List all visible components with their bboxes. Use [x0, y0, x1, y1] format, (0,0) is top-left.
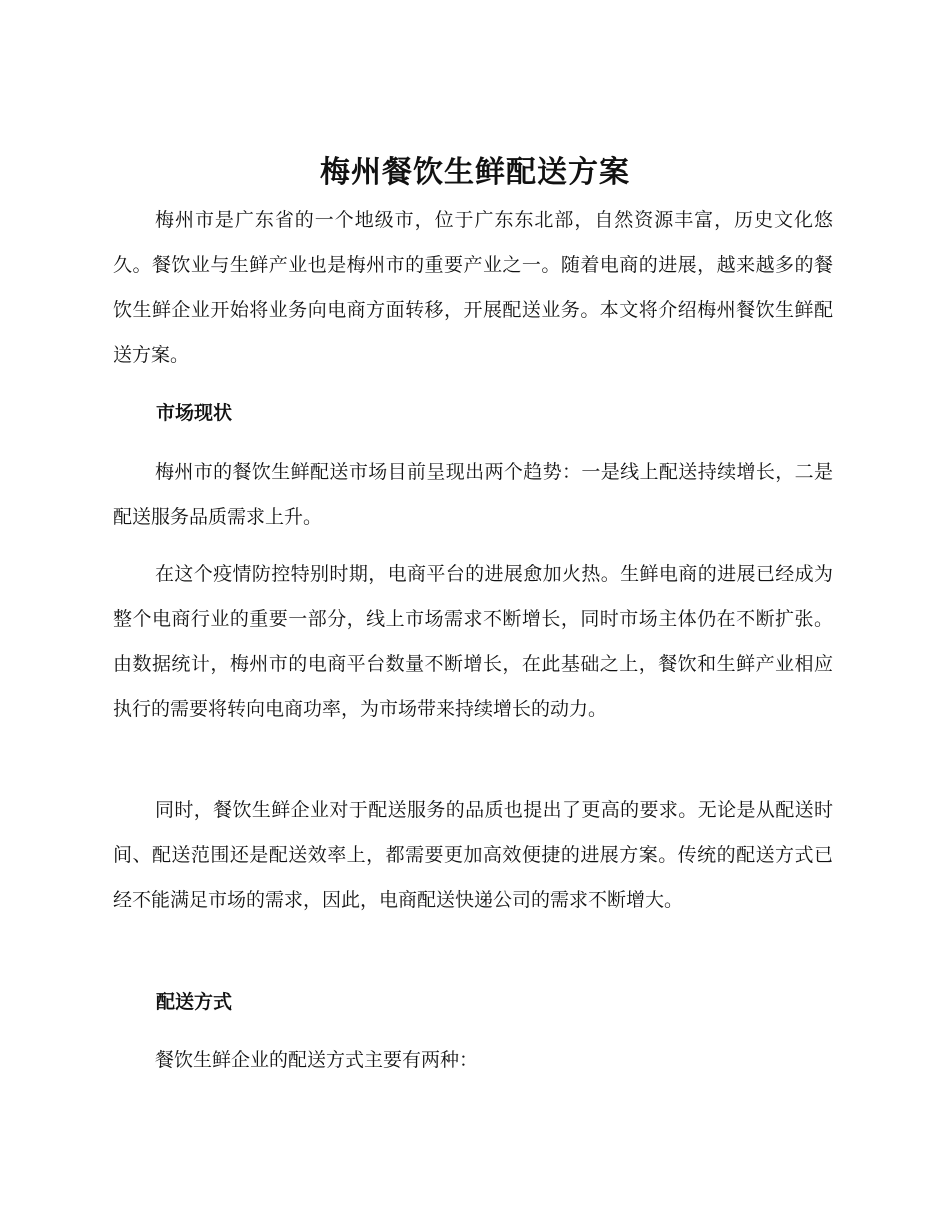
market-paragraph-2: 在这个疫情防控特别时期，电商平台的进展愈加火热。生鲜电商的进展已经成为整个电商行业的重要一部分，线上市场需求不断增长，同时市场主体仍在不断扩张。由数据统计，梅州市的电商平台数量不断增长，在此基础之上，餐饮和生鲜产业相应执行的需要将转向电商功率，为市场带来持续增长的动力。 — [113, 563, 833, 720]
intro-paragraph: 梅州市是广东省的一个地级市，位于广东东北部，自然资源丰富，历史文化悠久。餐饮业与生鲜产业也是梅州市的重要产业之一。随着电商的进展，越来越多的餐饮生鲜企业开始将业务向电商方面转移，开展配送业务。本文将介绍梅州餐饮生鲜配送方案。 — [113, 209, 833, 366]
document-title: 梅州餐饮生鲜配送方案 — [320, 155, 630, 190]
market-paragraph-3: 同时，餐饮生鲜企业对于配送服务的品质也提出了更高的要求。无论是从配送时间、配送范围还是配送效率上，都需要更加高效便捷的进展方案。传统的配送方式已经不能满足市场的需求，因此，电商配送快递公司的需求不断增大。 — [113, 799, 833, 911]
market-paragraph-1: 梅州市的餐饮生鲜配送市场目前呈现出两个趋势：一是线上配送持续增长，二是配送服务品质需求上升。 — [113, 461, 833, 528]
section-heading-delivery-methods: 配送方式 — [156, 991, 233, 1013]
delivery-paragraph-1: 餐饮生鲜企业的配送方式主要有两种： — [155, 1049, 479, 1071]
section-heading-market-status: 市场现状 — [156, 402, 233, 424]
